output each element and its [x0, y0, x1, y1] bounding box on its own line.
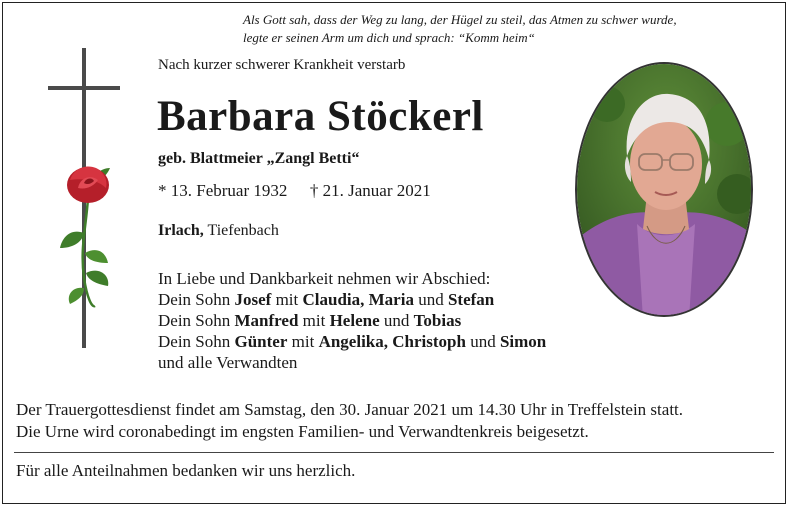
portrait-photo [575, 62, 753, 317]
mourner-text: mit [271, 290, 303, 309]
mourner-text: und [379, 311, 414, 330]
quote-line-2: legte er seinen Arm um dich und sprach: “Komm heim“ [243, 30, 535, 45]
mourner-text: mit [287, 332, 319, 351]
mourners-intro: In Liebe und Dankbarkeit nehmen wir Abschied: [158, 269, 491, 288]
mourner-text: und [413, 290, 448, 309]
mourner-name: Manfred [234, 311, 299, 330]
mourner-name: Günter [234, 332, 288, 351]
mourner-name: Helene [329, 311, 380, 330]
birth-name: geb. Blattmeier „Zangl Betti“ [158, 150, 360, 167]
mourner-name: Simon [499, 332, 547, 351]
residence-village: Irlach, [158, 222, 204, 239]
mourner-text: mit [298, 311, 330, 330]
mourners-closing: und alle Verwandten [158, 353, 298, 372]
mourner-name: Tobias [413, 311, 462, 330]
life-dates [158, 181, 431, 201]
mourner-name: Claudia, Maria [302, 290, 414, 309]
death-date: † 21. Januar 2021 [309, 181, 431, 200]
thanks-text: Für alle Anteilnahmen bedanken wir uns herzlich. [16, 461, 356, 480]
mourner-line [158, 310, 546, 331]
deceased-name: Barbara Stöckerl [157, 93, 484, 140]
cross-with-rose-icon [40, 48, 130, 350]
mourner-text: Dein Sohn [158, 290, 235, 309]
mourners-block [158, 268, 546, 373]
service-line-2: Die Urne wird coronabedingt im engsten Familien- und Verwandtenkreis beigesetzt. [16, 422, 589, 441]
service-line-1: Der Trauergottesdienst findet am Samstag, den 30. Januar 2021 um 14.30 Uhr in Treffelstein statt. [16, 400, 684, 419]
mourner-text: Dein Sohn [158, 311, 235, 330]
mourner-name: Stefan [447, 290, 495, 309]
mourner-name: Josef [234, 290, 272, 309]
mourner-name: Angelika, Christoph [318, 332, 466, 351]
residence-town: Tiefenbach [203, 222, 279, 239]
residence [158, 222, 279, 240]
intro-text: Nach kurzer schwerer Krankheit verstarb [158, 57, 406, 73]
birth-date: * 13. Februar 1932 [158, 181, 288, 200]
mourner-text: und [465, 332, 500, 351]
quote-line-1: Als Gott sah, dass der Weg zu lang, der Hügel zu steil, das Atmen zu schwer wurde, [243, 12, 677, 27]
divider [14, 452, 774, 453]
mourner-line [158, 331, 546, 352]
mourner-text: Dein Sohn [158, 332, 235, 351]
mourner-line [158, 289, 546, 310]
